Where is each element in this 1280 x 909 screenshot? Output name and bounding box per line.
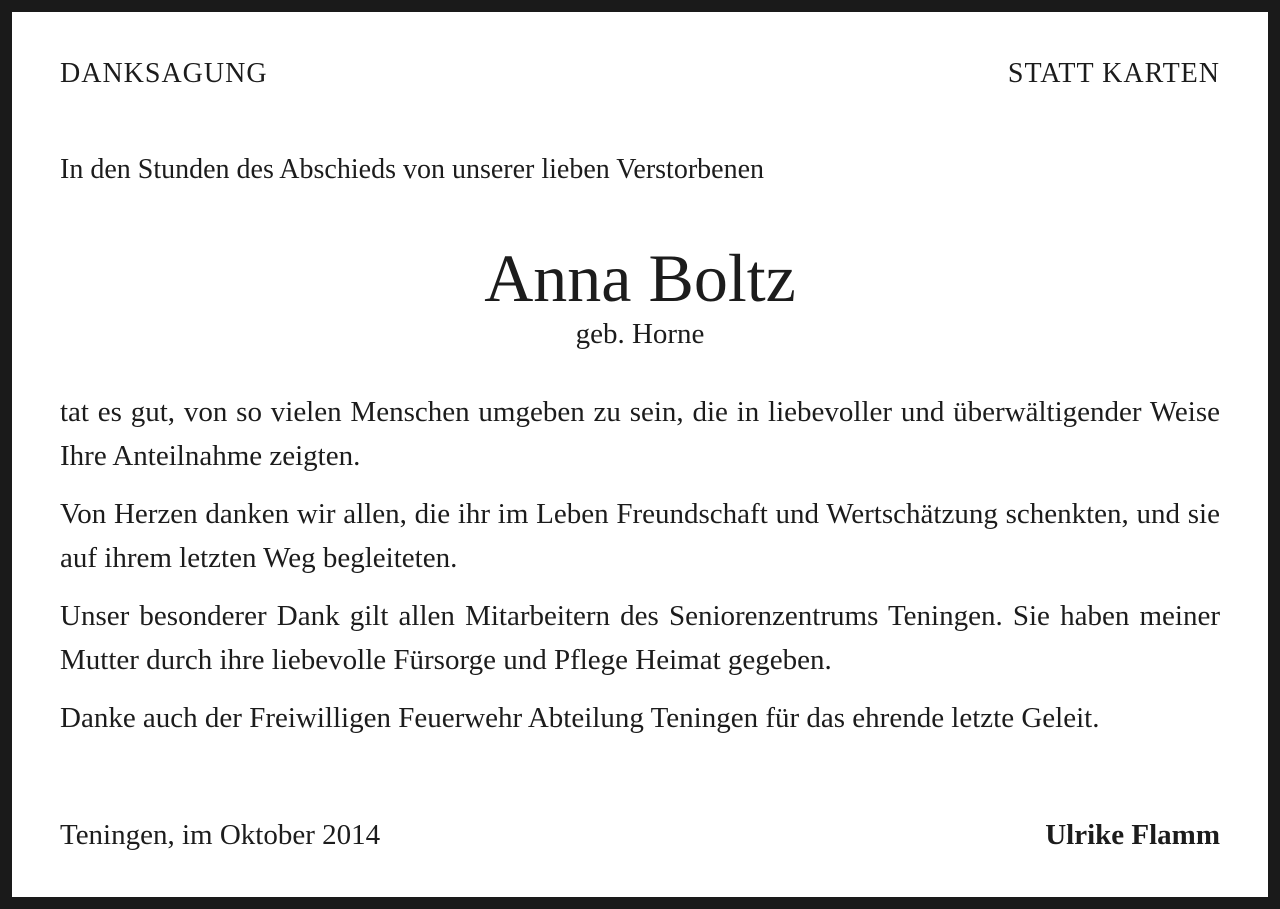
paragraph: Danke auch der Freiwilligen Feuerwehr Abteilung Teningen für das ehrende letzte Geleit. [60,702,1100,734]
deceased-name: Anna Boltz [484,240,796,316]
paragraph: Unser besonderer Dank gilt allen Mitarbeitern des Seniorenzentrums Teningen. Sie haben meiner Mutter durch ihre liebevolle Fürsorge und Pflege Heimat gegeben. [60,600,1220,676]
header-note: STATT KARTEN [1007,58,1220,89]
paragraph: Von Herzen danken wir allen, die ihr im Leben Freundschaft und Wertschätzung schenkten, und sie auf ihrem letzten Weg begleiteten. [60,498,1220,574]
obituary-card [12,12,1268,897]
place-date: Teningen, im Oktober 2014 [60,819,381,851]
header-title: DANKSAGUNG [60,58,268,89]
paragraph: tat es gut, von so vielen Menschen umgeben zu sein, die in liebevoller und überwältigender Weise Ihre Anteilnahme zeigten. [60,396,1220,472]
maiden-name: geb. Horne [575,318,705,350]
message-body [60,390,1220,754]
intro-text: In den Stunden des Abschieds von unserer lieben Verstorbenen [60,154,764,185]
signature: Ulrike Flamm [1045,819,1220,851]
